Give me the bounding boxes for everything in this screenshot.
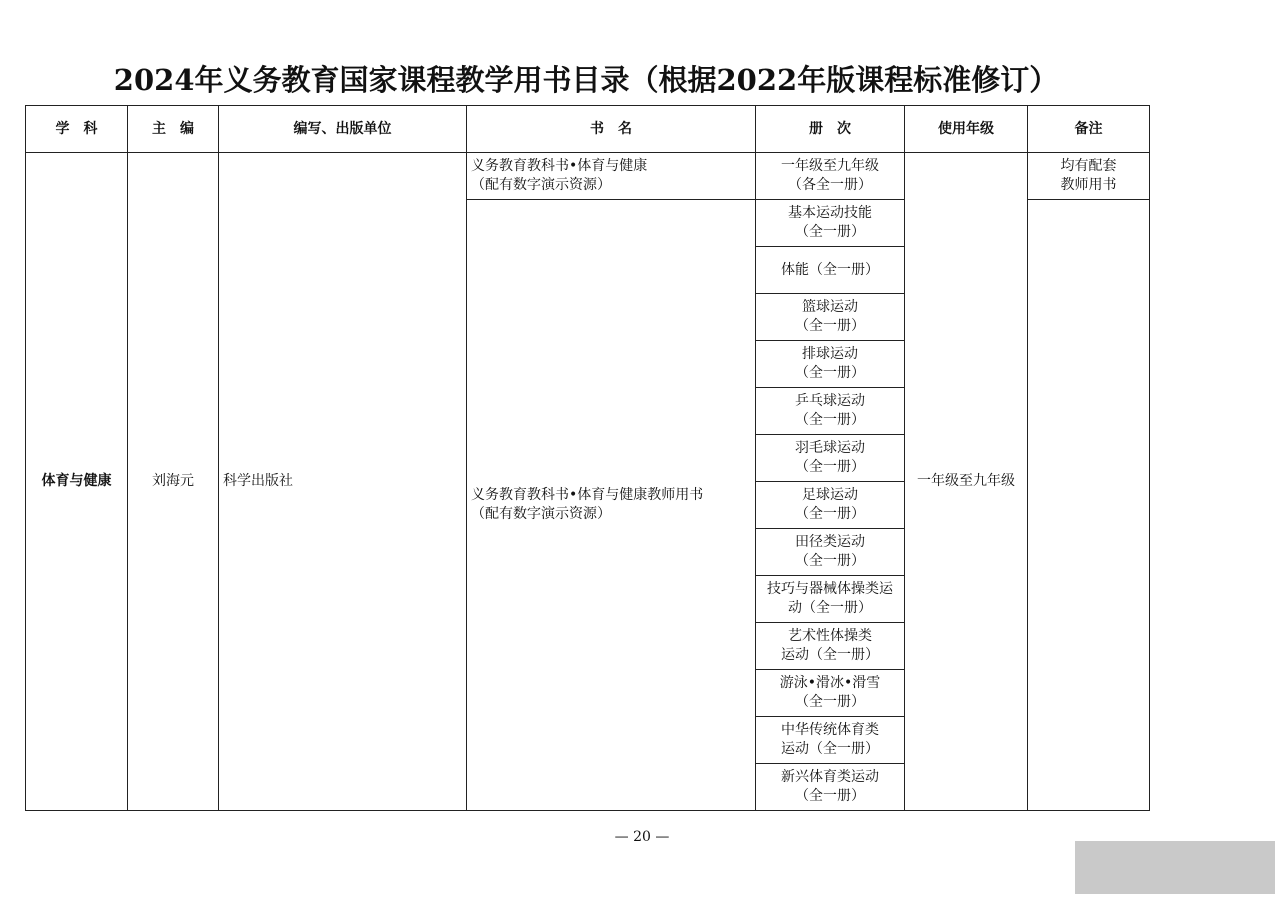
volume-line: 新兴体育类运动 bbox=[781, 769, 879, 785]
subject-cell: 体育与健康 bbox=[26, 153, 128, 811]
volume-cell bbox=[756, 482, 905, 529]
book-title-cell bbox=[467, 153, 756, 200]
table-row bbox=[26, 153, 1150, 200]
editor-cell: 刘海元 bbox=[128, 153, 219, 811]
volume-line: 羽毛球运动 bbox=[795, 440, 865, 456]
volume-line: （全一册） bbox=[795, 553, 865, 569]
book-title-cell bbox=[467, 200, 756, 811]
book-title-line: 义务教育教科书•体育与健康 bbox=[471, 158, 648, 174]
publisher-cell: 科学出版社 bbox=[219, 153, 467, 811]
volume-cell bbox=[756, 200, 905, 247]
volume-cell bbox=[756, 576, 905, 623]
volume-line: 田径类运动 bbox=[795, 534, 865, 550]
volume-cell bbox=[756, 388, 905, 435]
volume-line: （全一册） bbox=[795, 318, 865, 334]
header-grade: 使用年级 bbox=[905, 106, 1028, 153]
volume-cell bbox=[756, 529, 905, 576]
volume-cell bbox=[756, 341, 905, 388]
volume-line: （全一册） bbox=[795, 365, 865, 381]
volume-line: 中华传统体育类 bbox=[781, 722, 879, 738]
book-title-note: （配有数字演示资源） bbox=[471, 506, 611, 522]
volume-line: 运动（全一册） bbox=[781, 647, 879, 663]
page-number: — 20 — bbox=[614, 829, 670, 845]
volume-line: （全一册） bbox=[795, 224, 865, 240]
volume-line: 艺术性体操类 bbox=[788, 628, 872, 644]
header-book-title: 书 名 bbox=[467, 106, 756, 153]
volume-line: 排球运动 bbox=[802, 346, 858, 362]
volume-line: 乒乓球运动 bbox=[795, 393, 865, 409]
catalog-table bbox=[25, 105, 1150, 811]
remark-cell bbox=[1028, 200, 1150, 811]
volume-cell bbox=[756, 717, 905, 764]
volume-line: 足球运动 bbox=[802, 487, 858, 503]
volume-line: 技巧与器械体操类运 bbox=[767, 581, 893, 597]
remark-cell bbox=[1028, 153, 1150, 200]
page-title: 2024年义务教育国家课程教学用书目录（根据2022年版课程标准修订） bbox=[113, 63, 1059, 97]
header-remark: 备注 bbox=[1028, 106, 1150, 153]
volume-line: （全一册） bbox=[795, 506, 865, 522]
book-title-note: （配有数字演示资源） bbox=[471, 177, 611, 193]
header-publisher: 编写、出版单位 bbox=[219, 106, 467, 153]
remark-line: 均有配套 bbox=[1060, 158, 1117, 174]
volume-line: （全一册） bbox=[795, 459, 865, 475]
volume-line: 基本运动技能 bbox=[788, 205, 872, 221]
volume-line: 动（全一册） bbox=[788, 600, 872, 616]
volume-line: 篮球运动 bbox=[802, 299, 858, 315]
watermark-block bbox=[1075, 841, 1275, 894]
remark-line: 教师用书 bbox=[1060, 177, 1117, 193]
volume-line: 一年级至九年级 bbox=[781, 158, 879, 174]
table-header-row bbox=[26, 106, 1150, 153]
book-title-line: 义务教育教科书•体育与健康教师用书 bbox=[471, 487, 704, 503]
volume-line: 运动（全一册） bbox=[781, 741, 879, 757]
grade-cell: 一年级至九年级 bbox=[905, 153, 1028, 811]
volume-cell bbox=[756, 623, 905, 670]
header-subject: 学 科 bbox=[26, 106, 128, 153]
volume-line: 游泳•滑冰•滑雪 bbox=[779, 675, 881, 691]
volume-cell bbox=[756, 153, 905, 200]
volume-line: （各全一册） bbox=[788, 177, 872, 193]
volume-cell bbox=[756, 670, 905, 717]
volume-line: （全一册） bbox=[795, 694, 865, 710]
volume-line: 体能（全一册） bbox=[781, 261, 879, 278]
volume-cell bbox=[756, 294, 905, 341]
header-editor: 主 编 bbox=[128, 106, 219, 153]
volume-line: （全一册） bbox=[795, 412, 865, 428]
volume-cell bbox=[756, 764, 905, 811]
volume-line: （全一册） bbox=[795, 788, 865, 804]
volume-cell bbox=[756, 435, 905, 482]
header-volume: 册 次 bbox=[756, 106, 905, 153]
volume-cell bbox=[756, 247, 905, 294]
